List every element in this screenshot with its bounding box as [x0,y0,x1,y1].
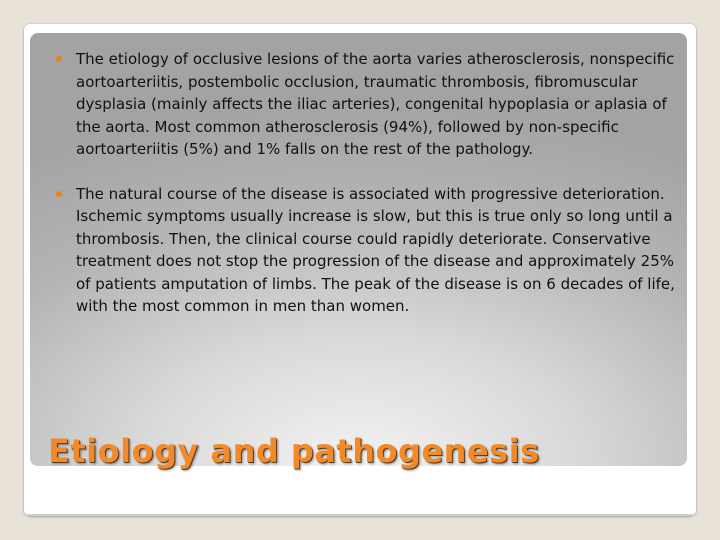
bullet-dot-icon [56,191,62,197]
slide-divider [24,514,696,516]
bullet-text: The etiology of occlusive lesions of the aorta varies atherosclerosis, nonspecific aortoarteriitis, postembolic occlusion, traumatic thrombosis, fibromuscular dysplasia (mainly affects the iliac arteries), congenital hypoplasia or aplasia of the aorta. Most common atherosclerosis (94%), followed by non-specific aortoarteriitis (5%) and 1% falls on the rest of the pathology. [76,50,675,158]
bullet-item-etiology [52,48,676,161]
slide-title: Etiology and pathogenesis [48,432,540,470]
bullet-item-natural-course [52,183,676,318]
bullet-list [52,48,676,340]
bullet-text: The natural course of the disease is associated with progressive deterioration. Ischemic symptoms usually increase is slow, but this is true only so long until a thrombosis. Then, the clinical course could rapidly deteriorate. Conservative treatment does not stop the progression of the disease and approximately 25% of patients amputation of limbs. The peak of the disease is on 6 decades of life, with the most common in men than women. [76,184,675,315]
bullet-dot-icon [56,56,62,62]
